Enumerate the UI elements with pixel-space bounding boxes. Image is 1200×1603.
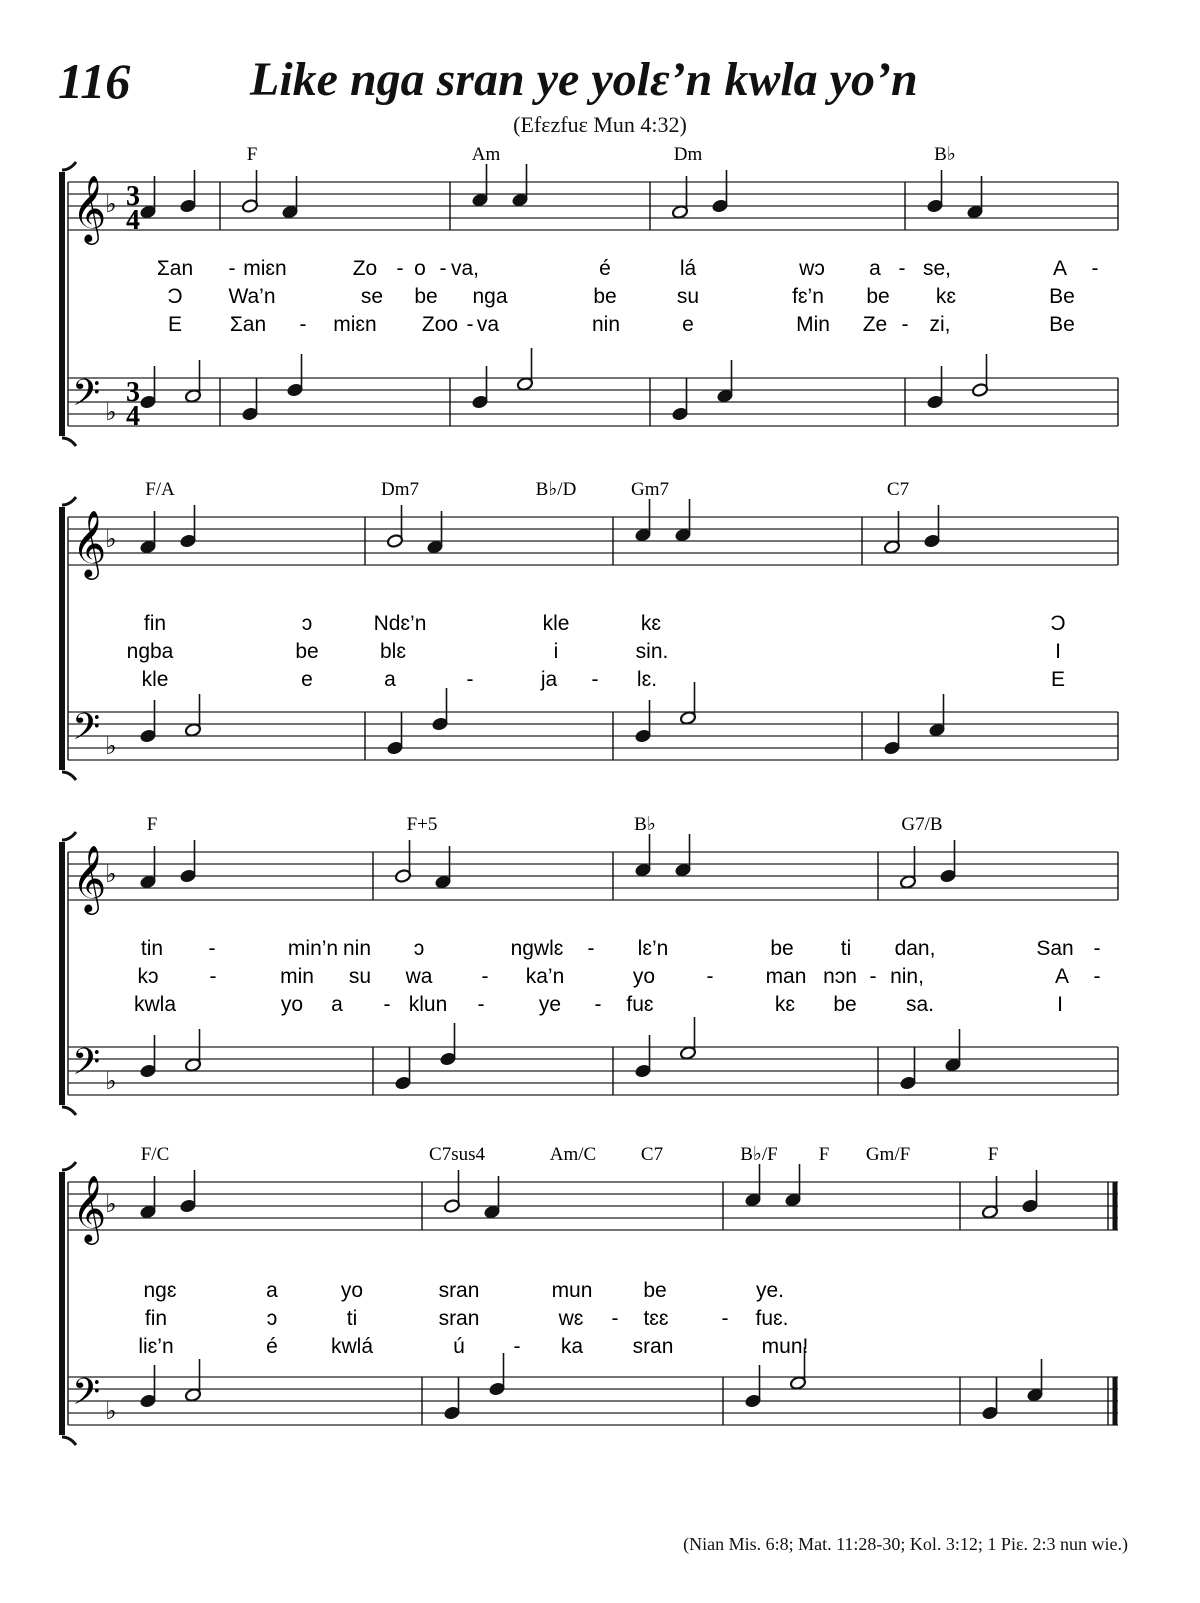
lyric-syllable: wɛ: [558, 1307, 584, 1330]
melody-note: [394, 840, 411, 883]
scripture-reference: (Efɛzfuɛ Mun 4:32): [513, 112, 687, 137]
lyric-syllable: tɛɛ: [643, 1307, 669, 1330]
lyric-syllable: yo: [280, 993, 304, 1016]
lyric-syllable: yo: [632, 965, 656, 988]
melody-note: [674, 499, 691, 542]
lyric-syllable: fin: [143, 612, 167, 635]
lyric-syllable: ti: [840, 937, 852, 960]
chord-symbol: C7sus4: [429, 1144, 485, 1165]
lyric-syllable: ɔ: [413, 937, 425, 960]
melody-note: [179, 170, 196, 213]
bracket-top: [62, 162, 76, 170]
lyric-syllable: be: [414, 285, 438, 308]
melody-note: [744, 1164, 761, 1207]
bass-clef-icon: 𝄢: [72, 1041, 101, 1092]
treble-clef-icon: 𝄞: [72, 174, 107, 242]
bass-note: [443, 1377, 460, 1420]
lyric-syllable: -: [901, 313, 909, 336]
lyric-syllable: min: [280, 965, 314, 988]
lyric-syllable: -: [513, 1335, 521, 1358]
lyric-syllable: yo: [340, 1279, 364, 1302]
lyric-syllable: dan,: [894, 937, 936, 960]
lyric-syllable: min’n: [287, 937, 339, 960]
lyric-syllable: ngwlɛ: [510, 937, 564, 960]
melody-note: [784, 1164, 801, 1207]
lyric-syllable: Zo: [352, 257, 378, 280]
lyric-syllable: se,: [922, 257, 952, 280]
flat-icon: ♭: [105, 732, 117, 760]
melody-note: [923, 505, 940, 548]
flat-icon: ♭: [105, 860, 117, 888]
lyric-syllable: Ndɛ’n: [373, 612, 427, 635]
lyric-syllable: -: [594, 993, 602, 1016]
lyric-syllable: mun: [551, 1279, 593, 1302]
lyric-syllable: blɛ: [380, 640, 406, 663]
hymn-number: 116: [58, 53, 131, 109]
lyric-syllable: mun!: [761, 1335, 809, 1358]
staff-treble-2: [68, 517, 1118, 565]
lyric-syllable: a: [266, 1279, 278, 1302]
lyric-syllable: klun: [408, 993, 448, 1016]
lyric-syllable: A: [1052, 257, 1068, 280]
staff-bass-3: [68, 1047, 1118, 1095]
lyric-syllable: ka: [560, 1335, 584, 1358]
bracket-top: [62, 832, 76, 840]
lyric-syllable: kle: [542, 612, 570, 635]
lyric-syllable: -: [1091, 257, 1099, 280]
lyric-syllable: a: [384, 668, 396, 691]
lyric-syllable: Be: [1049, 313, 1075, 336]
lyric-syllable: -: [477, 993, 485, 1016]
lyric-syllable: I: [1055, 640, 1061, 663]
bass-note: [634, 700, 651, 743]
melody-note: [634, 499, 651, 542]
lyric-syllable: nin: [591, 313, 621, 336]
bass-note: [679, 1017, 696, 1060]
bass-note: [671, 378, 688, 421]
bass-note: [286, 354, 303, 397]
melody-note: [511, 164, 528, 207]
lyric-syllable: su: [348, 965, 372, 988]
melody-note: [674, 834, 691, 877]
lyric-syllable: wɔ: [799, 257, 825, 280]
lyric-syllable: e: [682, 313, 694, 336]
lyric-syllable: liɛ’n: [138, 1335, 174, 1358]
chord-symbol: G7/B: [901, 814, 943, 835]
bass-note: [516, 348, 533, 391]
lyric-syllable: lá: [679, 257, 697, 280]
bass-note: [139, 366, 156, 409]
lyric-syllable: ja: [540, 668, 558, 691]
lyric-syllable: sin.: [635, 640, 669, 663]
chord-symbol: Am/C: [549, 1144, 597, 1165]
lyric-syllable: su: [676, 285, 700, 308]
lyric-syllable: A: [1054, 965, 1070, 988]
lyric-syllable: nɔn: [823, 965, 857, 988]
bass-note: [471, 366, 488, 409]
melody-note: [179, 505, 196, 548]
chord-symbol: Am: [471, 144, 501, 165]
lyric-syllable: be: [833, 993, 857, 1016]
chord-symbol: F: [987, 1144, 999, 1165]
lyric-syllable: -: [228, 257, 236, 280]
bass-clef-icon: 𝄢: [72, 1371, 101, 1422]
lyric-syllable: ɔ: [301, 612, 313, 635]
bracket-top: [62, 497, 76, 505]
staff-treble-3: [68, 852, 1118, 900]
bass-note: [634, 1035, 651, 1078]
lyric-syllable: ngɛ: [143, 1279, 177, 1302]
lyric-syllable: -: [481, 965, 489, 988]
treble-clef-icon: 𝄞: [72, 1174, 107, 1242]
lyric-syllable: -: [1093, 965, 1101, 988]
time-signature-bottom: 4: [126, 205, 140, 236]
bass-note: [926, 366, 943, 409]
treble-clef-icon: 𝄞: [72, 509, 107, 577]
lyric-syllable: -: [439, 257, 447, 280]
melody-note: [711, 170, 728, 213]
lyric-syllable: -: [1093, 937, 1101, 960]
lyric-syllable: -: [208, 937, 216, 960]
lyric-syllable: Wa’n: [228, 285, 276, 308]
lyric-syllable: i: [553, 640, 559, 663]
lyric-syllable: e: [301, 668, 313, 691]
lyric-syllable: fuɛ: [626, 993, 654, 1016]
chord-symbol: Dm: [673, 144, 703, 165]
lyric-syllable: sran: [438, 1307, 480, 1330]
melody-note: [179, 1170, 196, 1213]
lyric-syllable: -: [898, 257, 906, 280]
lyric-syllable: Ɔ: [167, 285, 183, 308]
lyric-syllable: a: [331, 993, 343, 1016]
lyric-syllable: ye.: [755, 1279, 785, 1302]
lyric-syllable: -: [721, 1307, 729, 1330]
lyric-syllable: fɛ’n: [792, 285, 824, 308]
lyric-syllable: a: [869, 257, 881, 280]
lyric-syllable: fin: [144, 1307, 168, 1330]
chord-symbol: Dm7: [381, 479, 419, 500]
melody-note: [241, 170, 258, 213]
lyric-syllable: -: [591, 668, 599, 691]
lyric-syllable: é: [599, 257, 611, 280]
melody-note: [926, 170, 943, 213]
lyric-syllable: kɔ: [137, 965, 159, 988]
bass-note: [394, 1047, 411, 1090]
bracket-bottom: [62, 438, 76, 446]
bass-note: [139, 1365, 156, 1408]
chord-symbol: F: [818, 1144, 830, 1165]
footer-references: (Nian Mis. 6:8; Mat. 11:28-30; Kol. 3:12; 1 Piɛ. 2:3 nun wie.): [683, 1534, 1128, 1554]
lyric-syllable: Be: [1049, 285, 1075, 308]
staff-treble-1: [68, 182, 1118, 230]
lyric-syllable: miɛn: [333, 313, 377, 336]
flat-icon: ♭: [105, 190, 117, 218]
melody-note: [471, 164, 488, 207]
chord-symbol: B♭/F: [740, 1144, 778, 1165]
lyric-syllable: kɛ: [774, 993, 796, 1016]
lyric-syllable: Ʃan: [156, 257, 194, 280]
bass-note: [241, 378, 258, 421]
bass-note: [899, 1047, 916, 1090]
lyric-syllable: wa: [405, 965, 433, 988]
melody-note: [939, 840, 956, 883]
bass-note: [431, 688, 448, 731]
chord-symbol: B♭/D: [535, 479, 577, 500]
bass-note: [679, 682, 696, 725]
lyric-syllable: E: [1050, 668, 1066, 691]
chord-symbol: Gm7: [631, 479, 669, 500]
flat-icon: ♭: [105, 1397, 117, 1425]
lyric-syllable: -: [466, 313, 474, 336]
bracket-bottom: [62, 1437, 76, 1445]
melody-note: [634, 834, 651, 877]
bass-note: [139, 700, 156, 743]
bass-note: [944, 1029, 961, 1072]
lyric-syllable: va,: [450, 257, 480, 280]
lyric-syllable: be: [770, 937, 794, 960]
lyric-syllable: -: [869, 965, 877, 988]
lyric-syllable: kwlá: [330, 1335, 374, 1358]
lyric-syllable: o: [414, 257, 426, 280]
lyric-syllable: ngba: [126, 640, 174, 663]
flat-icon: ♭: [105, 525, 117, 553]
flat-icon: ♭: [105, 398, 117, 426]
lyric-syllable: lɛ.: [636, 668, 658, 691]
lyric-syllable: Ʃan: [229, 313, 267, 336]
bass-clef-icon: 𝄢: [72, 706, 101, 757]
bass-note: [744, 1365, 761, 1408]
lyric-syllable: -: [383, 993, 391, 1016]
bass-note: [139, 1035, 156, 1078]
lyric-syllable: ɔ: [266, 1307, 278, 1330]
lyric-syllable: miɛn: [243, 257, 287, 280]
lyric-syllable: -: [587, 937, 595, 960]
lyric-syllable: -: [466, 668, 474, 691]
flat-icon: ♭: [105, 1190, 117, 1218]
lyric-syllable: zi,: [929, 313, 951, 336]
bracket-bottom: [62, 1107, 76, 1115]
lyric-syllable: I: [1057, 993, 1063, 1016]
staff-bass-1: [68, 378, 1118, 426]
flat-icon: ♭: [105, 1067, 117, 1095]
hymn-title: Like nga sran ye yolɛ’n kwla yo’n: [250, 53, 918, 106]
bass-note: [716, 360, 733, 403]
lyric-syllable: kɛ: [935, 285, 957, 308]
bass-note: [971, 354, 988, 397]
lyric-syllable: Min: [796, 313, 830, 336]
lyric-syllable: ú: [453, 1335, 465, 1358]
bass-note: [981, 1377, 998, 1420]
chord-symbol: F+5: [406, 814, 438, 835]
lyric-syllable: nga: [472, 285, 508, 308]
lyric-syllable: é: [266, 1335, 278, 1358]
chord-symbol: B♭: [634, 814, 656, 835]
lyric-syllable: ti: [346, 1307, 358, 1330]
chord-symbol: C7: [640, 1144, 664, 1165]
chord-symbol: F: [246, 144, 258, 165]
lyric-syllable: be: [866, 285, 890, 308]
time-signature-top: 3: [126, 181, 140, 212]
lyric-syllable: sa.: [905, 993, 935, 1016]
lyric-syllable: kwla: [133, 993, 177, 1016]
bass-clef-icon: 𝄢: [72, 372, 101, 423]
lyric-syllable: -: [299, 313, 307, 336]
bass-note: [488, 1353, 505, 1396]
lyric-syllable: va: [476, 313, 500, 336]
melody-note: [443, 1170, 460, 1213]
bass-note: [184, 1359, 201, 1402]
chord-symbol: B♭: [934, 144, 956, 165]
melody-note: [179, 840, 196, 883]
bass-note: [184, 694, 201, 737]
lyric-syllable: -: [209, 965, 217, 988]
treble-clef-icon: 𝄞: [72, 844, 107, 912]
lyric-syllable: be: [593, 285, 617, 308]
lyric-syllable: sran: [438, 1279, 480, 1302]
melody-note: [1021, 1170, 1038, 1213]
lyric-syllable: -: [396, 257, 404, 280]
bracket-top: [62, 1162, 76, 1170]
time-signature-bottom: 4: [126, 401, 140, 432]
bass-note: [439, 1023, 456, 1066]
lyric-syllable: -: [706, 965, 714, 988]
lyric-syllable: ka’n: [525, 965, 565, 988]
chord-symbol: F: [146, 814, 158, 835]
chord-symbol: F/A: [145, 479, 175, 500]
bass-note: [1026, 1359, 1043, 1402]
lyric-syllable: fuɛ.: [755, 1307, 789, 1330]
bass-note: [184, 1029, 201, 1072]
lyric-syllable: kle: [141, 668, 169, 691]
bracket-bottom: [62, 772, 76, 780]
lyric-syllable: Ɔ: [1050, 612, 1066, 635]
lyric-syllable: sran: [632, 1335, 674, 1358]
lyric-syllable: be: [295, 640, 319, 663]
bass-note: [928, 694, 945, 737]
chord-symbol: Gm/F: [865, 1144, 911, 1165]
lyric-syllable: Zoo: [421, 313, 459, 336]
bass-note: [184, 360, 201, 403]
bass-note: [386, 712, 403, 755]
bass-note: [883, 712, 900, 755]
lyric-syllable: tin: [140, 937, 164, 960]
melody-note: [386, 505, 403, 548]
lyric-syllable: lɛ’n: [637, 937, 669, 960]
lyric-syllable: kɛ: [640, 612, 662, 635]
lyric-syllable: -: [611, 1307, 619, 1330]
lyric-syllable: nin: [342, 937, 372, 960]
staff-bass-2: [68, 712, 1118, 760]
lyric-syllable: Ze: [862, 313, 888, 336]
lyric-syllable: ye: [538, 993, 562, 1016]
time-signature-top: 3: [126, 377, 140, 408]
chord-symbol: F/C: [140, 1144, 170, 1165]
lyric-syllable: nin,: [890, 965, 924, 988]
lyric-syllable: man: [765, 965, 807, 988]
chord-symbol: C7: [886, 479, 910, 500]
lyric-syllable: se: [360, 285, 384, 308]
lyric-syllable: E: [167, 313, 183, 336]
lyric-syllable: be: [643, 1279, 667, 1302]
lyric-syllable: San: [1036, 937, 1074, 960]
